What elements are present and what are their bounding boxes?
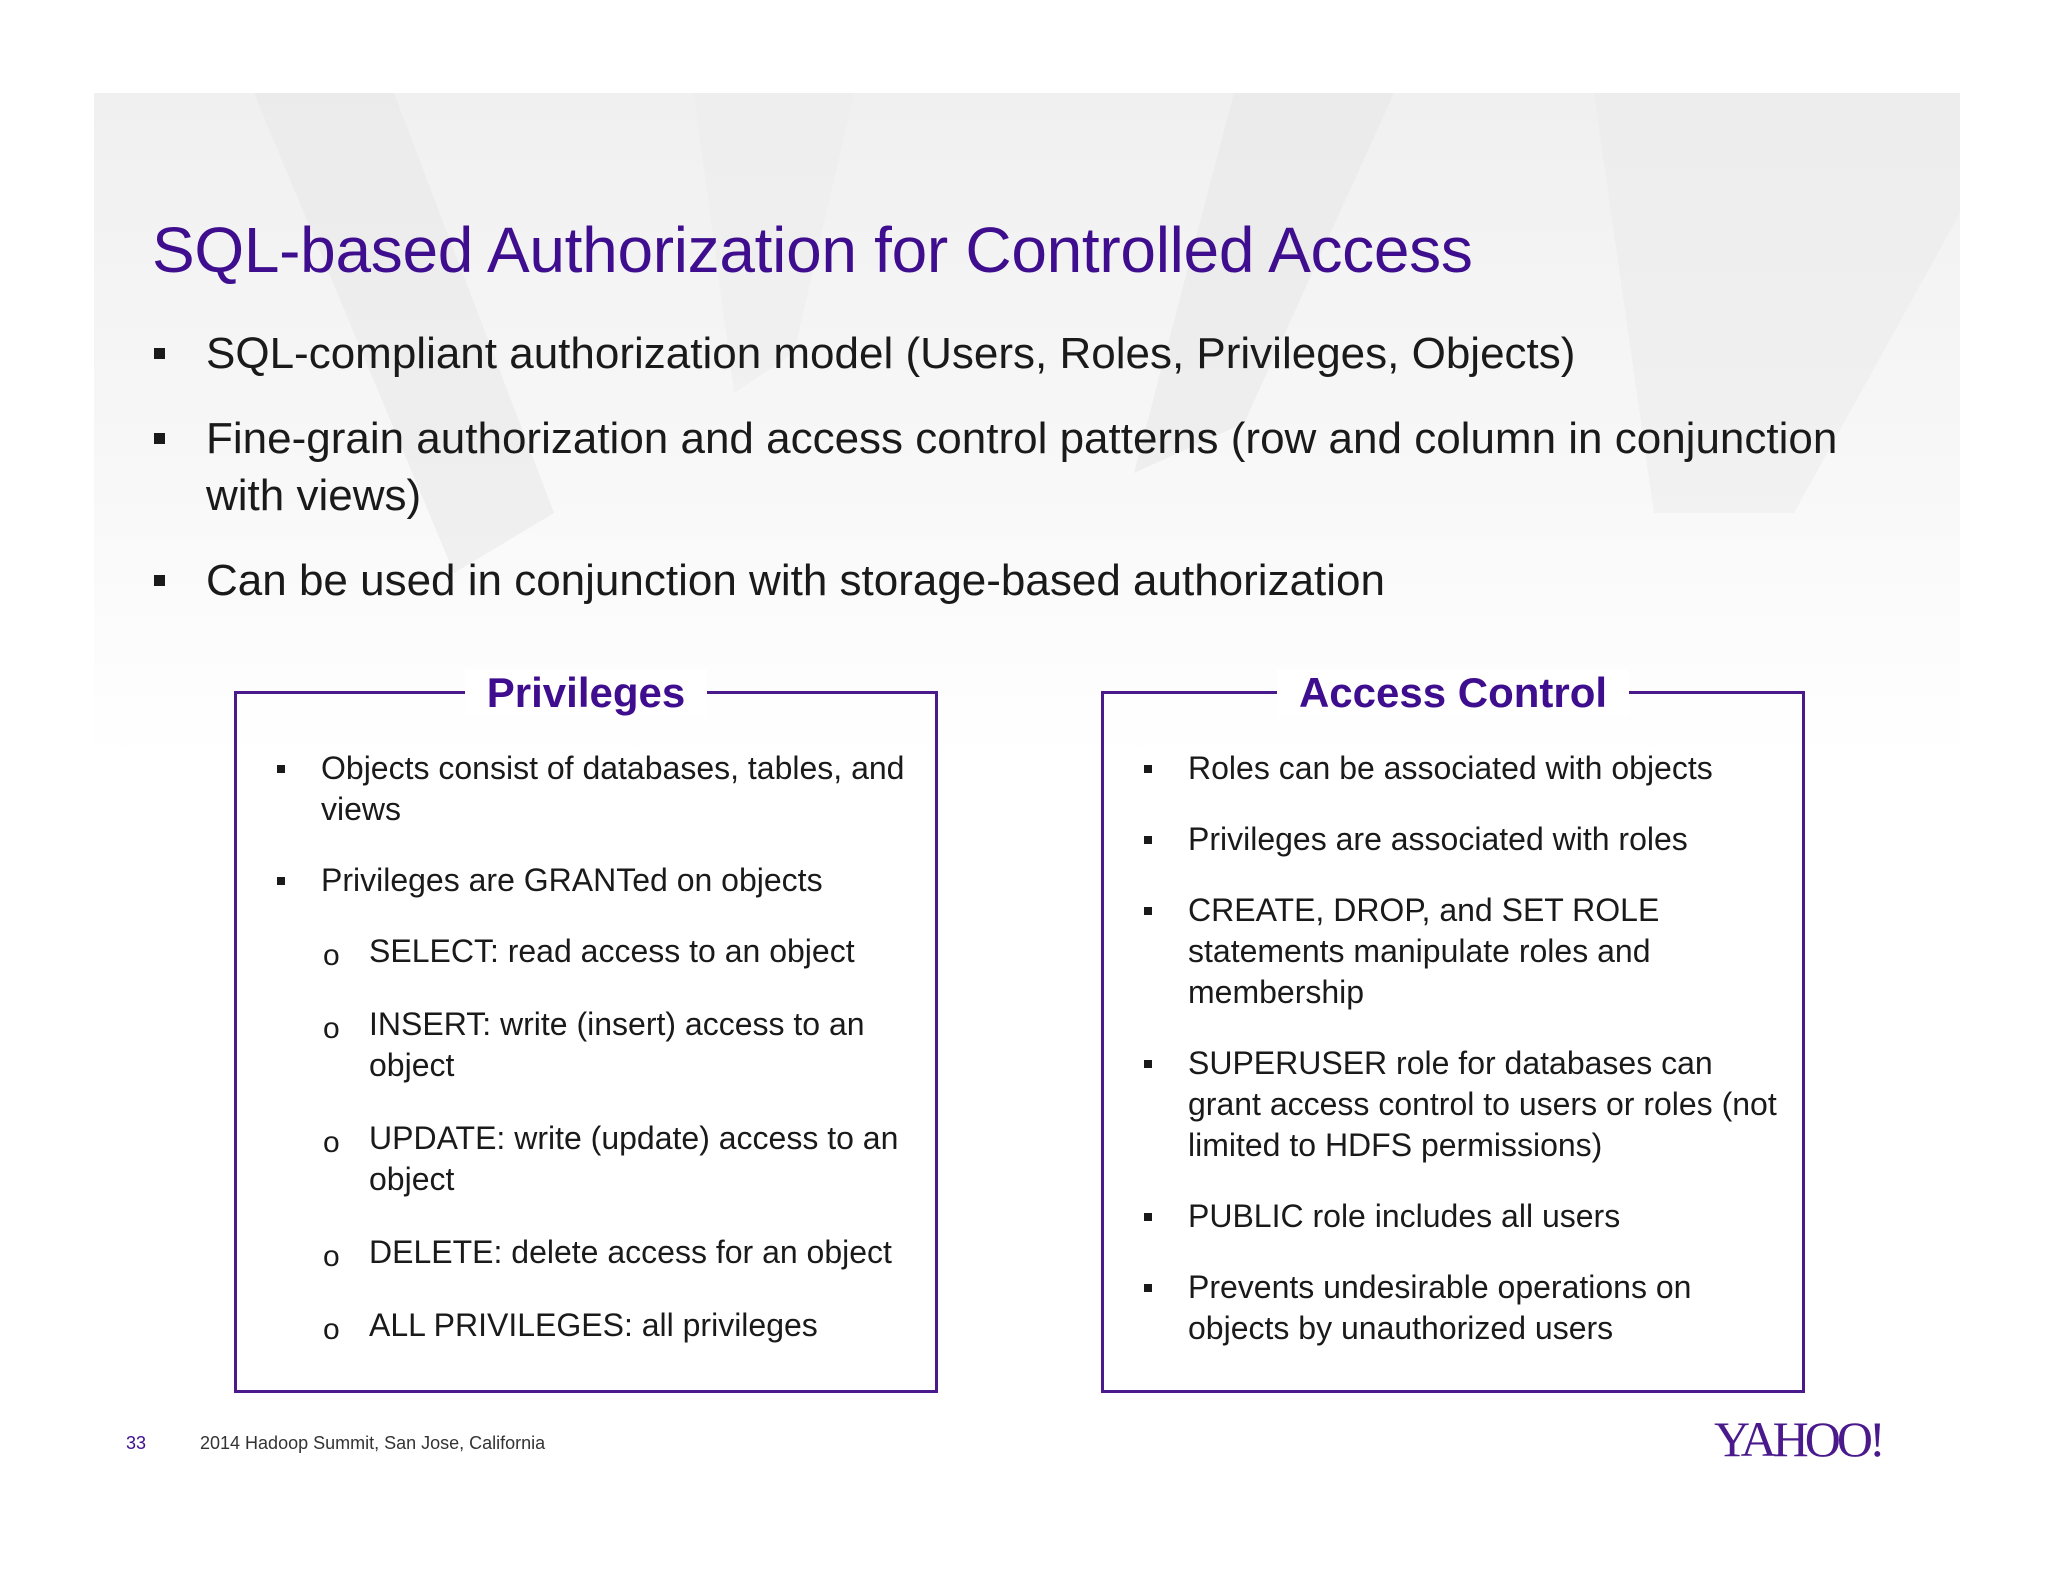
square-bullet-icon (1144, 836, 1152, 844)
access-control-item-text: SUPERUSER role for databases can grant access control to users or roles (not limited to HDFS permissions) (1188, 1045, 1777, 1163)
privileges-sub-item (275, 1305, 917, 1346)
privileges-list-item (275, 748, 917, 830)
privileges-title-text: Privileges (465, 669, 707, 716)
access-control-list-item (1142, 890, 1784, 1013)
access-control-item-text: Prevents undesirable operations on objects by unauthorized users (1188, 1269, 1692, 1346)
access-control-item-text: PUBLIC role includes all users (1188, 1198, 1621, 1234)
access-control-list-item (1142, 819, 1784, 860)
privileges-sub-item (275, 1004, 917, 1086)
access-control-item-text: CREATE, DROP, and SET ROLE statements manipulate roles and membership (1188, 892, 1660, 1010)
square-bullet-icon (154, 433, 165, 444)
privileges-sub-item (275, 1118, 917, 1200)
square-bullet-icon (1144, 765, 1152, 773)
access-control-list-item (1142, 1043, 1784, 1166)
square-bullet-icon (1144, 907, 1152, 915)
square-bullet-icon (1144, 1060, 1152, 1068)
access-control-title-text: Access Control (1277, 669, 1629, 716)
access-control-list-item (1142, 748, 1784, 789)
main-bullet-list (152, 325, 1852, 637)
slide (94, 93, 1960, 1483)
slide-title: SQL-based Authorization for Controlled Access (152, 214, 1473, 286)
circle-bullet-icon: o (323, 1313, 340, 1346)
main-bullet-item (152, 552, 1852, 609)
page-number: 33 (126, 1433, 147, 1453)
square-bullet-icon (277, 765, 285, 773)
privileges-sub-item (275, 931, 917, 972)
footer-event-text: 2014 Hadoop Summit, San Jose, California (200, 1433, 546, 1453)
main-bullet-item (152, 325, 1852, 382)
privileges-sub-item-text: ALL PRIVILEGES: all privileges (369, 1307, 818, 1343)
main-bullet-text: Can be used in conjunction with storage-based authorization (206, 556, 1385, 605)
access-control-box (1101, 669, 1805, 1393)
privileges-sub-item (275, 1232, 917, 1273)
main-bullet-item (152, 410, 1852, 524)
main-bullet-text: Fine-grain authorization and access control patterns (row and column in conjunction with views) (206, 414, 1838, 520)
privileges-box (234, 669, 938, 1393)
access-control-item-text: Roles can be associated with objects (1188, 750, 1713, 786)
access-control-box-title (1104, 667, 1802, 729)
privileges-sub-item-text: SELECT: read access to an object (369, 933, 855, 969)
privileges-item-text: Privileges are GRANTed on objects (321, 862, 823, 898)
square-bullet-icon (154, 348, 165, 359)
privileges-box-title (237, 667, 935, 729)
privileges-sub-item-text: DELETE: delete access for an object (369, 1234, 892, 1270)
access-control-item-text: Privileges are associated with roles (1188, 821, 1688, 857)
privileges-sub-item-text: INSERT: write (insert) access to an object (369, 1006, 865, 1083)
circle-bullet-icon: o (323, 1012, 340, 1045)
main-bullet-text: SQL-compliant authorization model (Users, Roles, Privileges, Objects) (206, 329, 1576, 378)
square-bullet-icon (154, 575, 165, 586)
circle-bullet-icon: o (323, 1240, 340, 1273)
circle-bullet-icon: o (323, 939, 340, 972)
access-control-list-item (1142, 1267, 1784, 1349)
yahoo-logo: YAHOO! (1714, 1411, 1882, 1467)
privileges-item-text: Objects consist of databases, tables, and views (321, 750, 905, 827)
privileges-sub-item-text: UPDATE: write (update) access to an object (369, 1120, 899, 1197)
privileges-list-item (275, 860, 917, 901)
access-control-list (1142, 748, 1784, 1379)
circle-bullet-icon: o (323, 1126, 340, 1159)
square-bullet-icon (1144, 1213, 1152, 1221)
square-bullet-icon (1144, 1284, 1152, 1292)
access-control-list-item (1142, 1196, 1784, 1237)
square-bullet-icon (277, 877, 285, 885)
privileges-list (275, 748, 917, 1378)
